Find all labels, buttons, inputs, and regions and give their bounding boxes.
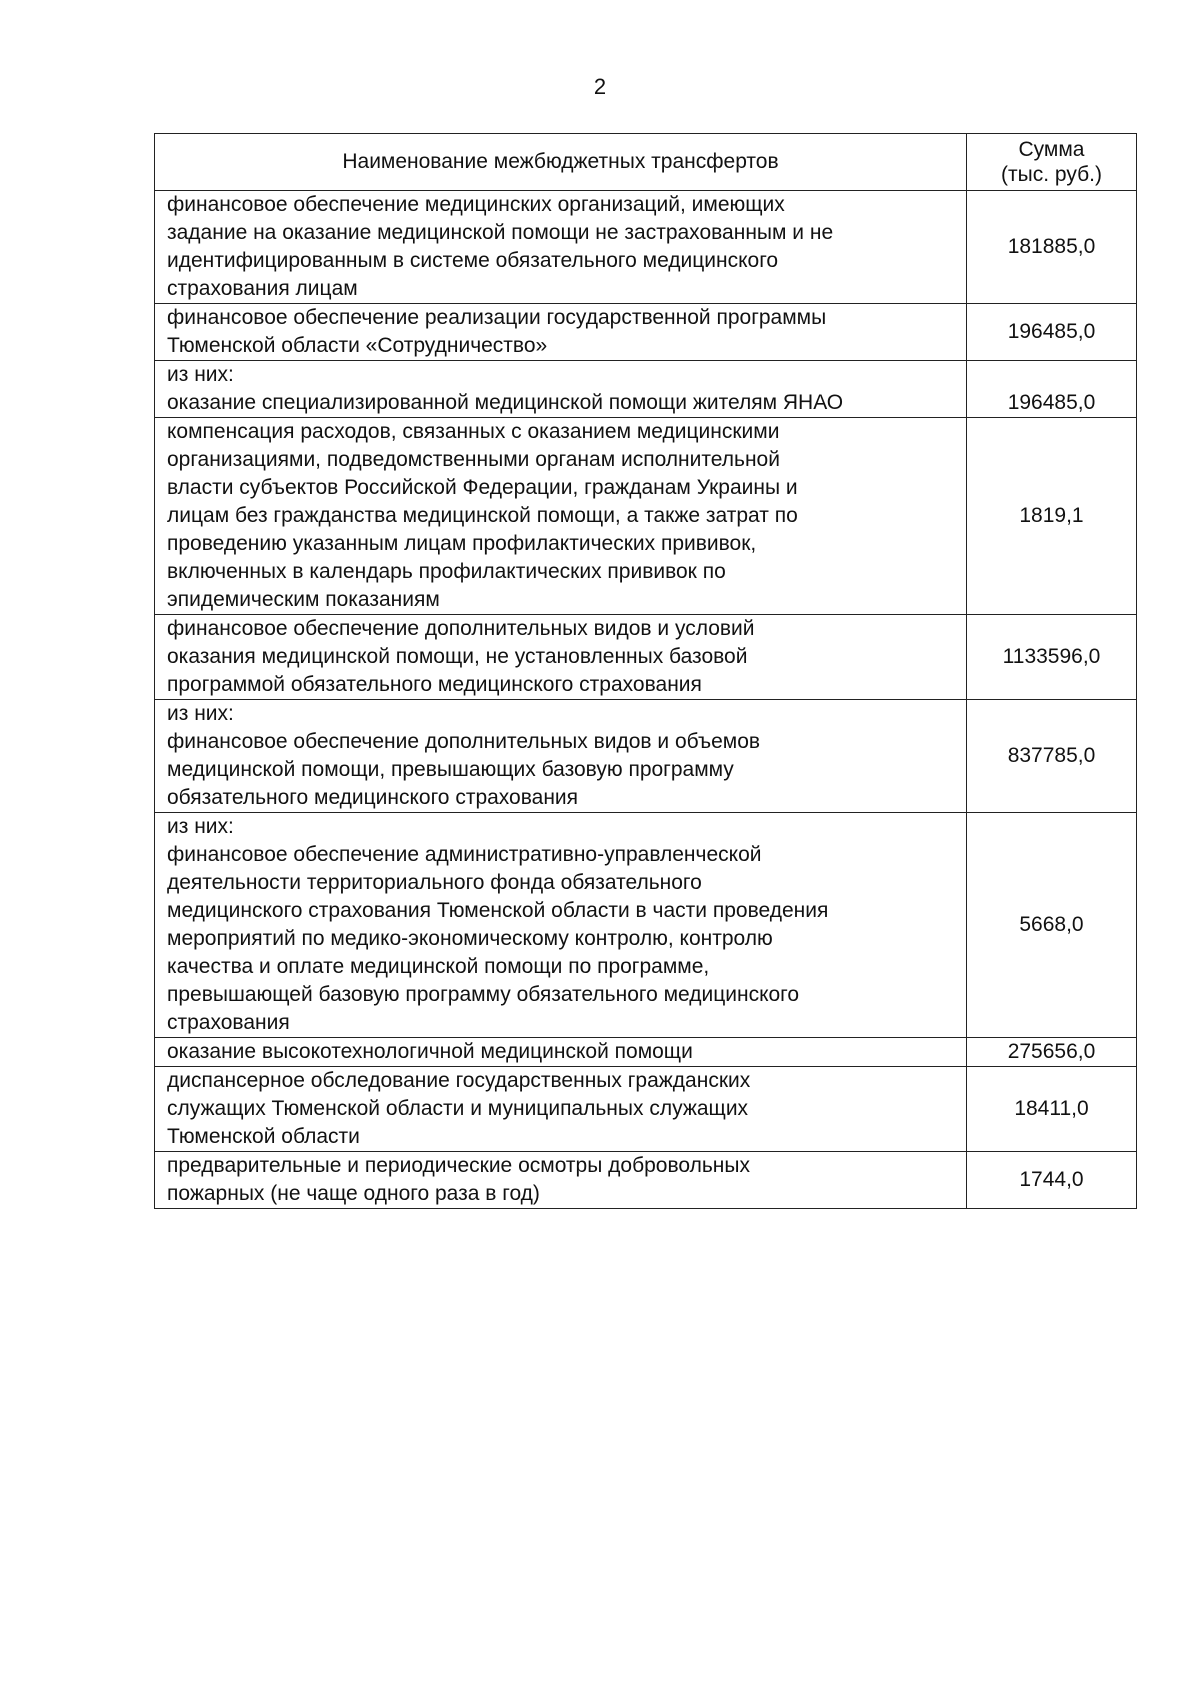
transfer-amount-cell: 196485,0	[967, 361, 1137, 418]
transfers-table	[154, 133, 1137, 1209]
transfer-name-line: финансовое обеспечение реализации государственной программы	[167, 306, 827, 329]
transfer-name-line: финансовое обеспечение административно-управленческой	[167, 843, 762, 866]
transfer-name-line: программой обязательного медицинского страхования	[167, 673, 702, 696]
transfer-name-line: компенсация расходов, связанных с оказанием медицинскими	[167, 420, 780, 443]
transfer-name-line: оказание специализированной медицинской помощи жителям ЯНАО	[167, 391, 844, 414]
page-number: 2	[593, 74, 607, 99]
table-row	[155, 361, 1137, 418]
transfer-name-line: диспансерное обследование государственных гражданских	[167, 1069, 751, 1092]
transfer-name-line: из них:	[167, 363, 234, 386]
transfer-name-line: проведению указанным лицам профилактических прививок,	[167, 532, 757, 555]
column-header-sum-line1: Сумма	[1018, 138, 1085, 161]
transfer-name-line: пожарных (не чаще одного раза в год)	[167, 1182, 540, 1205]
transfer-amount-cell: 1744,0	[967, 1152, 1137, 1209]
transfer-name-line: из них:	[167, 815, 234, 838]
transfer-name-line: идентифицированным в системе обязательного медицинского	[167, 249, 779, 272]
transfer-name-line: Тюменской области	[167, 1125, 360, 1148]
transfer-name-line: финансовое обеспечение дополнительных видов и условий	[167, 617, 755, 640]
transfer-name-line: медицинского страхования Тюменской области в части проведения	[167, 899, 829, 922]
table-row	[155, 700, 1137, 813]
transfer-name-line: медицинской помощи, превышающих базовую программу	[167, 758, 734, 781]
table-row	[155, 615, 1137, 700]
table-row	[155, 418, 1137, 615]
transfer-name-cell	[155, 700, 967, 813]
table-row	[155, 1038, 1137, 1067]
table-row	[155, 191, 1137, 304]
transfer-amount-cell: 275656,0	[967, 1038, 1137, 1067]
table-row	[155, 1152, 1137, 1209]
transfer-name-cell	[155, 304, 967, 361]
transfer-name-line: оказание высокотехнологичной медицинской помощи	[167, 1040, 693, 1063]
transfer-name-cell	[155, 191, 967, 304]
transfer-name-cell	[155, 1038, 967, 1067]
column-header-sum-line2: (тыс. руб.)	[1001, 163, 1102, 186]
transfer-name-line: задание на оказание медицинской помощи не застрахованным и не	[167, 221, 834, 244]
transfer-name-line: финансовое обеспечение дополнительных видов и объемов	[167, 730, 761, 753]
transfer-name-line: страхования лицам	[167, 277, 358, 300]
transfer-name-line: власти субъектов Российской Федерации, гражданам Украины и	[167, 476, 798, 499]
transfer-name-line: включенных в календарь профилактических прививок по	[167, 560, 726, 583]
transfer-name-cell	[155, 1067, 967, 1152]
transfer-name-line: страхования	[167, 1011, 290, 1034]
table-row	[155, 813, 1137, 1038]
transfer-amount-cell: 18411,0	[967, 1067, 1137, 1152]
column-header-name: Наименование межбюджетных трансфертов	[155, 134, 967, 191]
transfer-amount-cell: 1819,1	[967, 418, 1137, 615]
table-row	[155, 1067, 1137, 1152]
table-row	[155, 304, 1137, 361]
transfer-amount-cell: 837785,0	[967, 700, 1137, 813]
transfer-name-cell	[155, 418, 967, 615]
transfer-name-cell	[155, 361, 967, 418]
transfer-amount-cell: 196485,0	[967, 304, 1137, 361]
transfer-amount-cell: 1133596,0	[967, 615, 1137, 700]
transfer-name-line: качества и оплате медицинской помощи по программе,	[167, 955, 710, 978]
transfer-amount-cell: 181885,0	[967, 191, 1137, 304]
transfer-name-line: служащих Тюменской области и муниципальных служащих	[167, 1097, 749, 1120]
transfer-amount-cell: 5668,0	[967, 813, 1137, 1038]
transfer-name-line: деятельности территориального фонда обязательного	[167, 871, 702, 894]
transfer-name-cell	[155, 813, 967, 1038]
transfer-name-line: мероприятий по медико-экономическому контролю, контролю	[167, 927, 773, 950]
transfer-name-line: организациями, подведомственными органам исполнительной	[167, 448, 780, 471]
transfer-name-line: финансовое обеспечение медицинских организаций, имеющих	[167, 193, 785, 216]
transfer-name-line: эпидемическим показаниям	[167, 588, 440, 611]
transfer-name-line: превышающей базовую программу обязательного медицинского	[167, 983, 800, 1006]
transfer-name-line: Тюменской области «Сотрудничество»	[167, 334, 548, 357]
table-header-row	[155, 134, 1137, 191]
transfer-name-cell	[155, 615, 967, 700]
transfer-name-line: из них:	[167, 702, 234, 725]
column-header-sum	[967, 134, 1137, 191]
transfer-name-line: обязательного медицинского страхования	[167, 786, 579, 809]
transfer-name-line: лицам без гражданства медицинской помощи, а также затрат по	[167, 504, 798, 527]
transfer-name-cell	[155, 1152, 967, 1209]
transfer-name-line: оказания медицинской помощи, не установленных базовой	[167, 645, 748, 668]
transfer-name-line: предварительные и периодические осмотры добровольных	[167, 1154, 750, 1177]
